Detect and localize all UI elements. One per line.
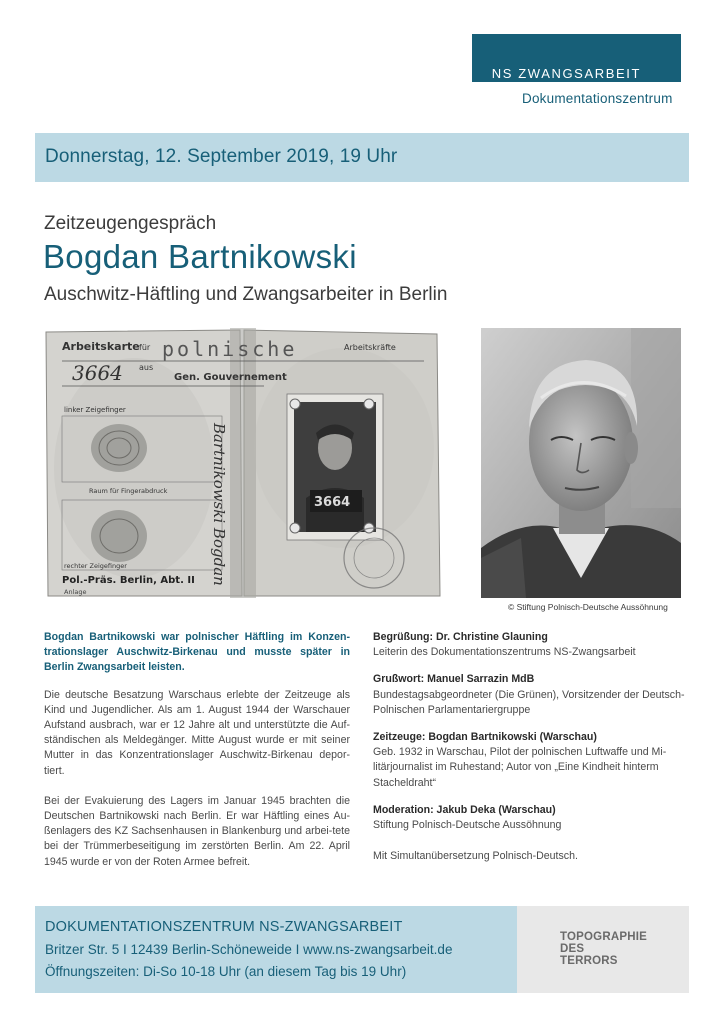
program-entry bbox=[373, 730, 685, 791]
logo-subtitle: Dokumentationszentrum bbox=[522, 91, 673, 106]
partner-line: TERRORS bbox=[560, 955, 618, 967]
program-entry bbox=[373, 672, 685, 718]
footer-contact bbox=[35, 906, 517, 993]
body-paragraph: Bei der Evakuierung des Lagers im Januar 1945 brachten die Deutschen Bartnikowski nach Berlin. Er war Häftling eines Au-ßenlagers des KZ Sachsenhausen in Blankenburg und arbei-tete bei der Trümmerbeseitigung im zerstörten Berlin. Am 22. April 1945 wurde er von der Roten Armee befreit. bbox=[44, 794, 350, 868]
program-entry-body: Leiterin des Dokumentationszentrums NS-Zwangsarbeit bbox=[373, 646, 636, 659]
event-title: Bogdan Bartnikowski bbox=[43, 238, 357, 275]
portrait-illustration bbox=[481, 328, 681, 598]
card-finger-right: rechter Zeigefinger bbox=[64, 562, 127, 570]
event-subtitle: Auschwitz-Häftling und Zwangsarbeiter in Berlin bbox=[44, 284, 448, 305]
card-anlage: Anlage bbox=[64, 588, 87, 596]
card-gen: Gen. Gouvernement bbox=[174, 372, 287, 383]
work-card-illustration bbox=[44, 328, 441, 598]
card-finger-space: Raum für Fingerabdruck bbox=[89, 487, 168, 495]
photo-credit: © Stiftung Polnisch-Deutsche Aussöhnung bbox=[508, 602, 668, 612]
card-heading: Arbeitskarte bbox=[62, 340, 140, 353]
logo-box bbox=[472, 34, 681, 82]
card-fuer: für bbox=[139, 343, 151, 352]
logo-title: NS ZWANGSARBEIT bbox=[491, 66, 641, 81]
program-entry-body: Geb. 1932 in Warschau, Pilot der polnischen Luftwaffe und Mi-litärjournalist im Ruhestand; Autor von „Eine Kindheit hinterm Stacheldraht“ bbox=[373, 746, 667, 789]
card-aus: aus bbox=[139, 363, 154, 372]
program-entry-head: Grußwort: Manuel Sarrazin MdB bbox=[373, 673, 535, 686]
work-card-photo bbox=[44, 328, 441, 598]
partner-line: DES bbox=[560, 943, 585, 955]
body-paragraph: Die deutsche Besatzung Warschaus erlebte der Zeitzeuge als Kind und Jugendlicher. Als am 1. August 1944 der Warschauer Aufstand ausbrach, war er 12 Jahre alt und unterstützte die Auf-ständischen als Meldegänger. Mitte August wurde er mit seiner Mutter in das Konzentrationslager Auschwitz-Birkenau depor-tiert. bbox=[44, 688, 350, 777]
program-entry-head: Zeitzeuge: Bogdan Bartnikowski (Warschau) bbox=[373, 731, 597, 744]
card-stamp: Pol.-Präs. Berlin, Abt. II bbox=[62, 575, 195, 586]
program-entry bbox=[373, 630, 685, 660]
lead-paragraph: Bogdan Bartnikowski war polnischer Häftling im Konzen-trationslager Auschwitz-Birkenau und musste später in Berlin Zwangsarbeit leisten. bbox=[44, 631, 350, 674]
program-entry bbox=[373, 803, 685, 833]
footer-address[interactable]: Britzer Str. 5 I 12439 Berlin-Schöneweide I www.ns-zwangsarbeit.de bbox=[45, 942, 453, 957]
card-arbeitskraefte: Arbeitskräfte bbox=[344, 343, 396, 352]
footer-opening-hours: Öffnungszeiten: Di-So 10-18 Uhr (an diesem Tag bis 19 Uhr) bbox=[45, 964, 407, 979]
portrait-photo bbox=[481, 328, 681, 598]
card-signature: Bartnikowski Bogdan bbox=[210, 423, 228, 586]
program-entry-head: Moderation: Jakub Deka (Warschau) bbox=[373, 803, 556, 816]
description-column bbox=[44, 630, 350, 885]
program-entry-body: Bundestagsabgeordneter (Die Grünen), Vorsitzender der Deutsch-Polnischen Parlamentariergruppe bbox=[373, 688, 685, 716]
event-date: Donnerstag, 12. September 2019, 19 Uhr bbox=[45, 146, 398, 167]
card-number: 3664 bbox=[72, 361, 123, 385]
card-finger-left: linker Zeigefinger bbox=[64, 406, 126, 414]
program-entry-head: Begrüßung: Dr. Christine Glauning bbox=[373, 631, 548, 643]
card-photo-number: 3664 bbox=[314, 495, 351, 510]
partner-logo-text bbox=[560, 931, 647, 967]
translation-note: Mit Simultanübersetzung Polnisch-Deutsch. bbox=[373, 850, 578, 863]
event-type: Zeitzeugengespräch bbox=[44, 213, 217, 234]
partner-logo bbox=[517, 906, 689, 993]
program-entry-body: Stiftung Polnisch-Deutsche Aussöhnung bbox=[373, 819, 562, 832]
partner-line: TOPOGRAPHIE bbox=[560, 931, 647, 943]
card-polnische: polnische bbox=[162, 337, 298, 361]
footer-org-name: DOKUMENTATIONSZENTRUM NS-ZWANGSARBEIT bbox=[45, 919, 403, 935]
program-column bbox=[373, 630, 685, 864]
date-banner bbox=[35, 133, 689, 182]
